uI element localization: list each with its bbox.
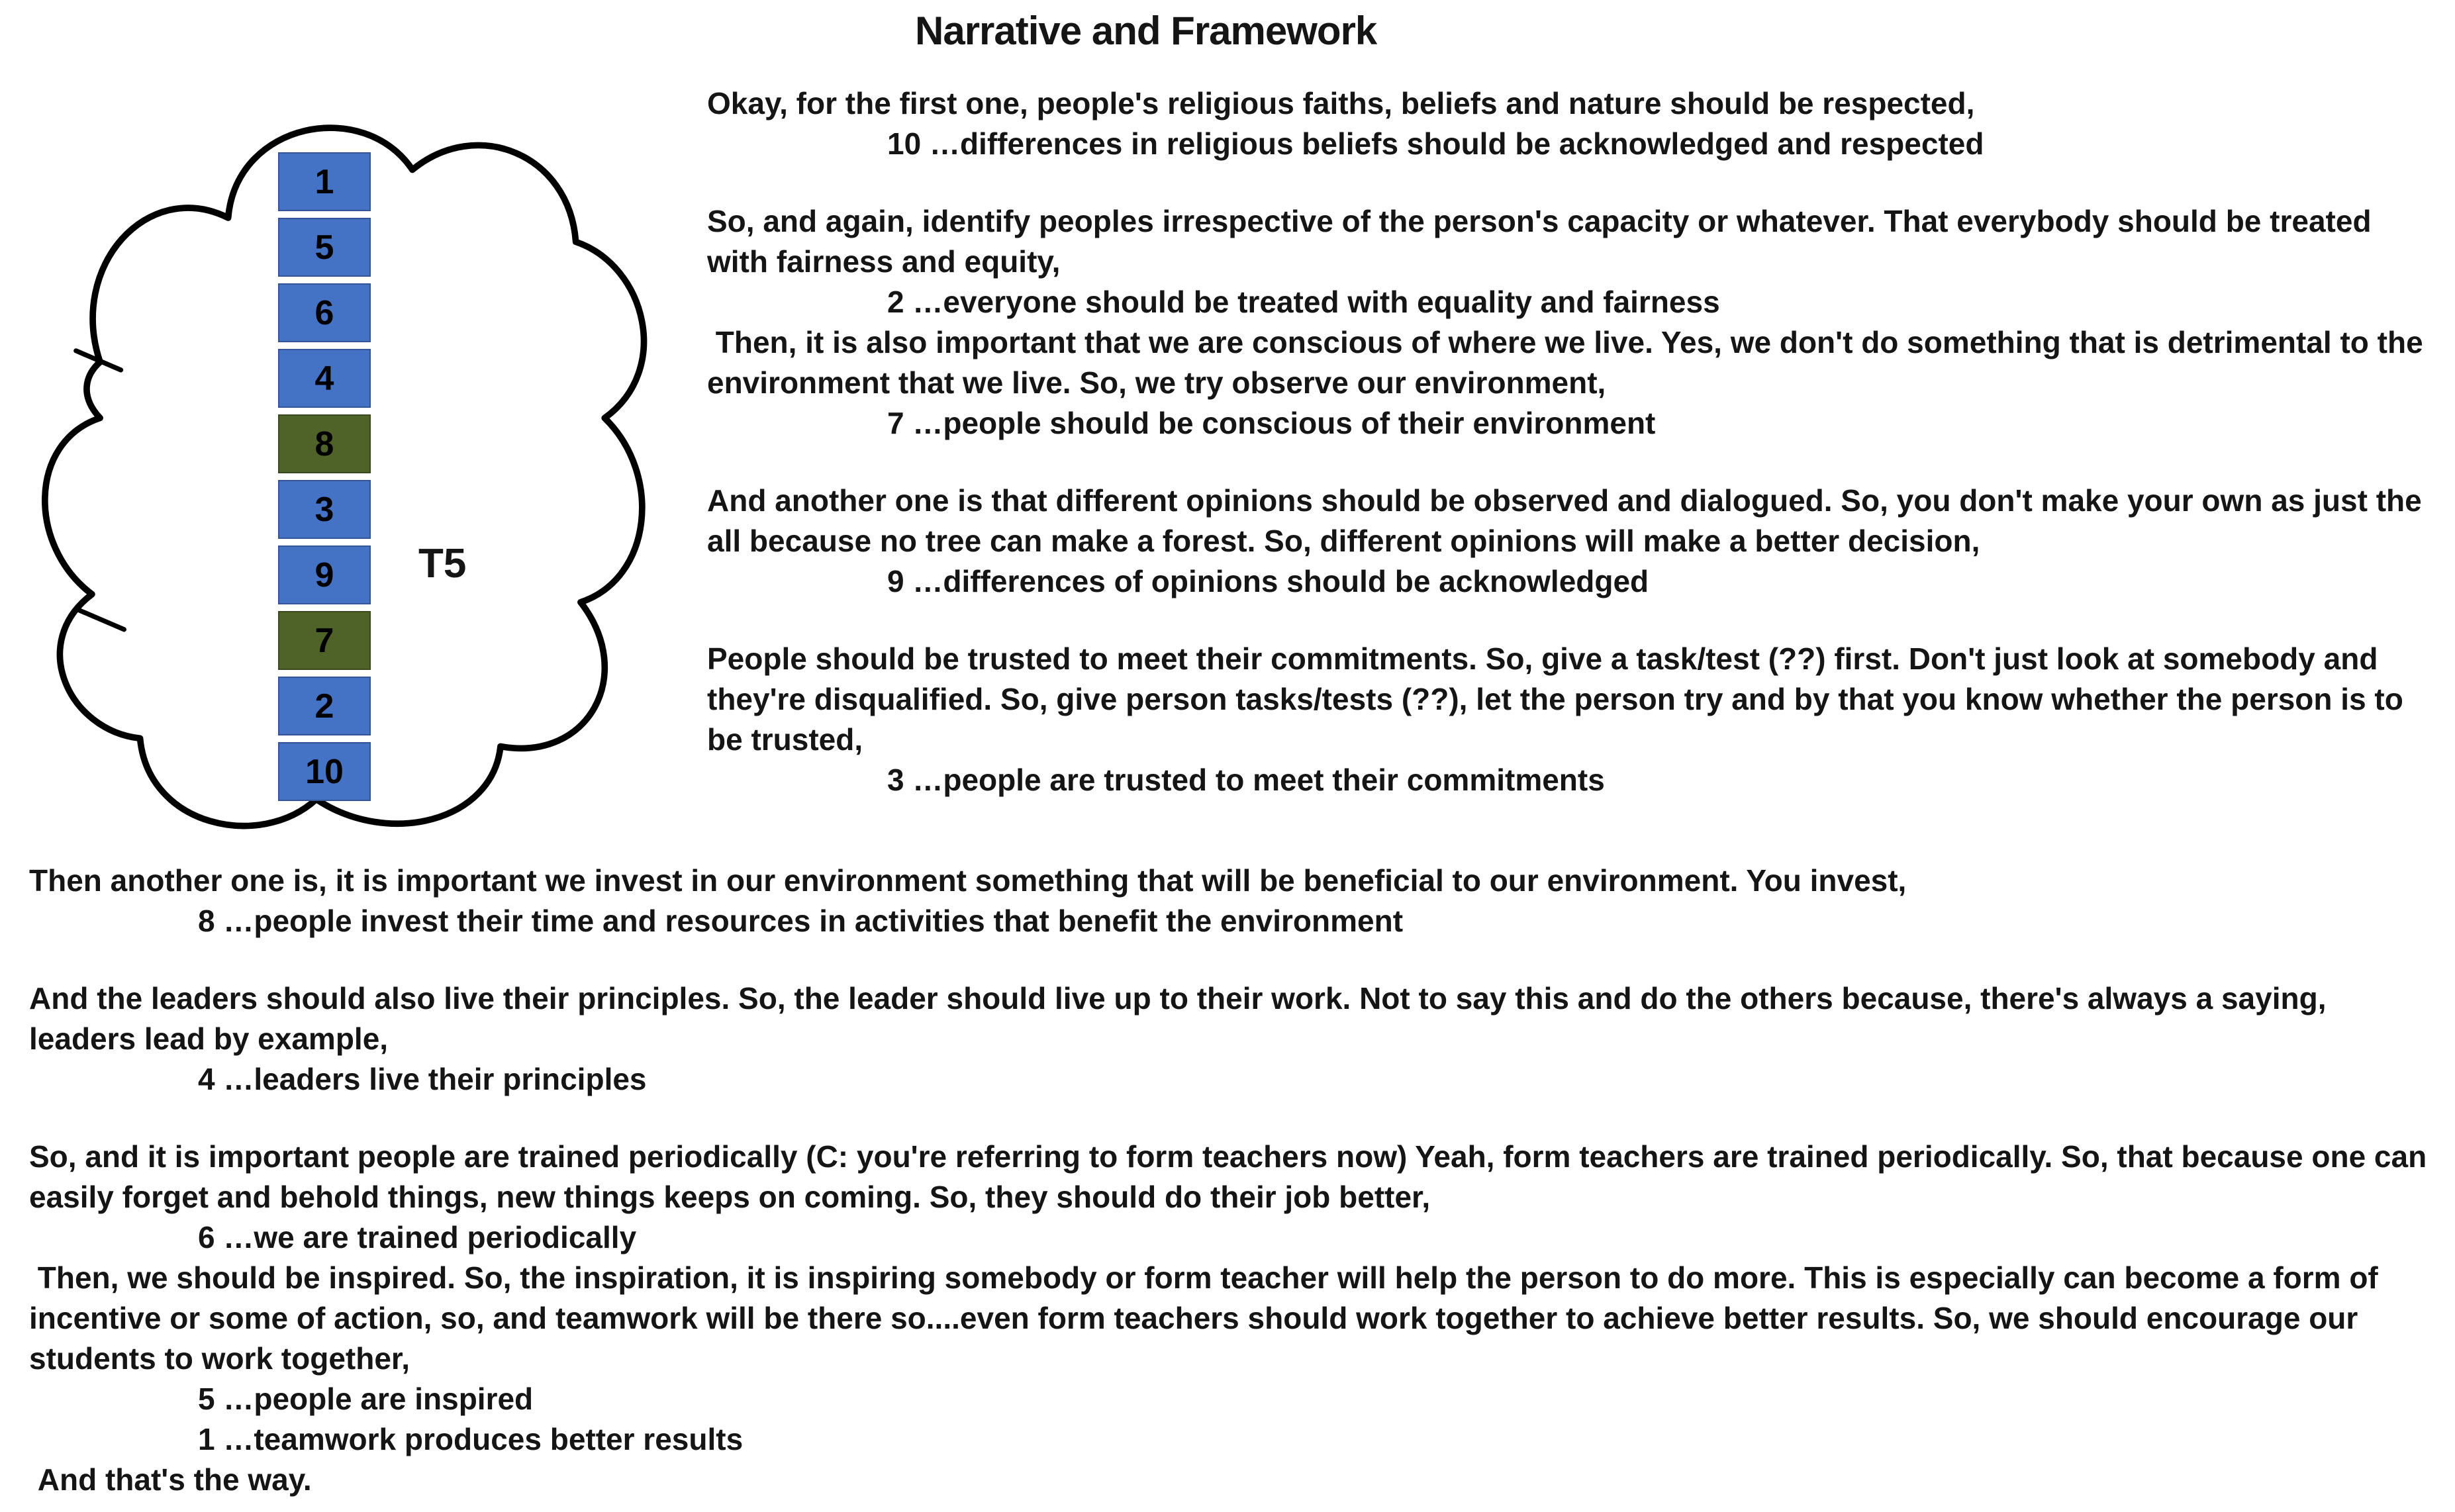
framework-mapping-line: 9 …differences of opinions should be acknowledged — [887, 564, 1649, 598]
narrative-paragraph: Then another one is, it is important we invest in our environment something that will be beneficial to our environment. You invest, — [29, 863, 1907, 898]
paragraph-spacer — [29, 941, 2435, 978]
paragraph-spacer — [707, 164, 2435, 201]
cloud-label-t5: T5 — [418, 541, 467, 587]
paragraph-spacer — [29, 1100, 2435, 1137]
cloud-code-box-8: 8 — [278, 414, 371, 473]
cloud-code-box-3: 3 — [278, 480, 371, 539]
narrative-paragraph: Okay, for the first one, people's religious faiths, beliefs and nature should be respected, — [707, 86, 1975, 120]
code-number-stack — [278, 152, 371, 801]
page-title: Narrative and Framework — [915, 9, 1377, 53]
narrative-paragraph: Then, we should be inspired. So, the inspiration, it is inspiring somebody or form teacher will help the person to do more. This is especially can become a form of incentive or some of action, so, and teamwork will be there so....even form teachers should work together to achieve better results. So, we should encourage our students to work together, — [29, 1260, 2387, 1376]
cloud-code-box-1: 1 — [278, 152, 371, 211]
framework-mapping-line: 10 …differences in religious beliefs should be acknowledged and respected — [887, 126, 1984, 161]
cloud-code-box-9: 9 — [278, 545, 371, 604]
framework-mapping-line: 1 …teamwork produces better results — [198, 1422, 744, 1456]
narrative-paragraph: And another one is that different opinions should be observed and dialogued. So, you don't make your own as just the all because no tree can make a forest. So, different opinions will make a better decision, — [707, 483, 2431, 558]
narrative-right-column — [707, 83, 2435, 800]
framework-mapping-line: 3 …people are trusted to meet their commitments — [887, 763, 1605, 797]
cloud-code-box-6: 6 — [278, 283, 371, 342]
framework-mapping-line: 7 …people should be conscious of their environment — [887, 406, 1656, 440]
paragraph-spacer — [707, 444, 2435, 481]
framework-mapping-line: 4 …leaders live their principles — [198, 1062, 647, 1096]
framework-mapping-line: 5 …people are inspired — [198, 1382, 534, 1416]
narrative-paragraph: And that's the way. — [29, 1462, 312, 1497]
cloud-code-box-4: 4 — [278, 349, 371, 408]
narrative-paragraph: People should be trusted to meet their commitments. So, give a task/test (??) first. Don't just look at somebody and they're disqualified. So, give person tasks/tests (??), let the person try and by that you know whether the person is to be trusted, — [707, 641, 2412, 757]
framework-mapping-line: 2 …everyone should be treated with equality and fairness — [887, 285, 1720, 319]
cloud-code-box-7: 7 — [278, 611, 371, 670]
framework-mapping-line: 8 …people invest their time and resources in activities that benefit the environment — [198, 904, 1404, 938]
narrative-paragraph: Then, it is also important that we are conscious of where we live. Yes, we don't do something that is detrimental to the environment that we live. So, we try observe our environment, — [707, 325, 2432, 400]
narrative-paragraph: And the leaders should also live their principles. So, the leader should live up to their work. Not to say this and do the others because, there's always a saying, leaders lead by example, — [29, 981, 2335, 1056]
cloud-code-box-10: 10 — [278, 742, 371, 801]
narrative-paragraph: So, and it is important people are trained periodically (C: you're referring to form teachers now) Yeah, form teachers are trained periodically. So, that because one can easily forget and behold things, new things keeps on coming. So, they should do their job better, — [29, 1139, 2435, 1214]
narrative-bottom-section — [29, 861, 2435, 1500]
cloud-code-box-2: 2 — [278, 677, 371, 735]
paragraph-spacer — [707, 602, 2435, 639]
cloud-code-box-5: 5 — [278, 218, 371, 277]
framework-mapping-line: 6 …we are trained periodically — [198, 1220, 637, 1254]
narrative-paragraph: So, and again, identify peoples irrespective of the person's capacity or whatever. That everybody should be treated with fairness and equity, — [707, 204, 2380, 279]
